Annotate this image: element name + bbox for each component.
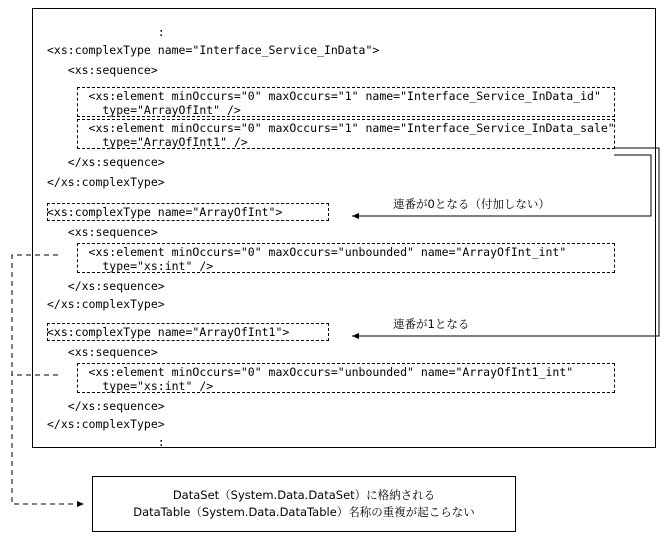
code-line: <xs:complexType name="Interface_Service_InData">	[47, 43, 380, 57]
code-line: <xs:sequence>	[47, 345, 158, 359]
annotation-serial-one: 連番が1となる	[393, 317, 470, 331]
code-line: type="xs:int" />	[47, 259, 214, 273]
code-line: <xs:element minOccurs="0" maxOccurs="unbounded" name="ArrayOfInt1_int"	[47, 365, 574, 379]
code-line: <xs:element minOccurs="0" maxOccurs="unbounded" name="ArrayOfInt_int"	[47, 245, 567, 259]
code-line: type="ArrayOfInt" />	[47, 103, 241, 117]
code-line: <xs:sequence>	[47, 225, 158, 239]
code-line: </xs:sequence>	[47, 155, 165, 169]
code-line: </xs:sequence>	[47, 279, 165, 293]
code-line: </xs:sequence>	[47, 399, 165, 413]
note-line-1: DataSet（System.Data.DataSet）に格納される	[172, 488, 436, 502]
annotation-serial-zero: 連番が0となる（付加しない）	[393, 197, 550, 211]
code-line: type="ArrayOfInt1" />	[47, 135, 248, 149]
code-line: type="xs:int" />	[47, 379, 214, 393]
code-line: <xs:element minOccurs="0" maxOccurs="1" name="Interface_Service_InData_id"	[47, 89, 601, 103]
code-line: <xs:element minOccurs="0" maxOccurs="1" name="Interface_Service_InData_sale"	[47, 121, 615, 135]
code-line: </xs:complexType>	[47, 297, 165, 311]
code-line: :	[47, 435, 165, 449]
code-line: </xs:complexType>	[47, 175, 165, 189]
schema-code-box	[32, 8, 656, 448]
code-line: <xs:complexType name="ArrayOfInt">	[47, 205, 283, 219]
note-line-2: DataTable（System.Data.DataTable）名称の重複が起こらない	[133, 505, 475, 519]
code-line: </xs:complexType>	[47, 417, 165, 431]
code-line: <xs:complexType name="ArrayOfInt1">	[47, 325, 290, 339]
code-line: :	[47, 25, 165, 39]
note-box	[92, 476, 516, 532]
code-line: <xs:sequence>	[47, 63, 158, 77]
